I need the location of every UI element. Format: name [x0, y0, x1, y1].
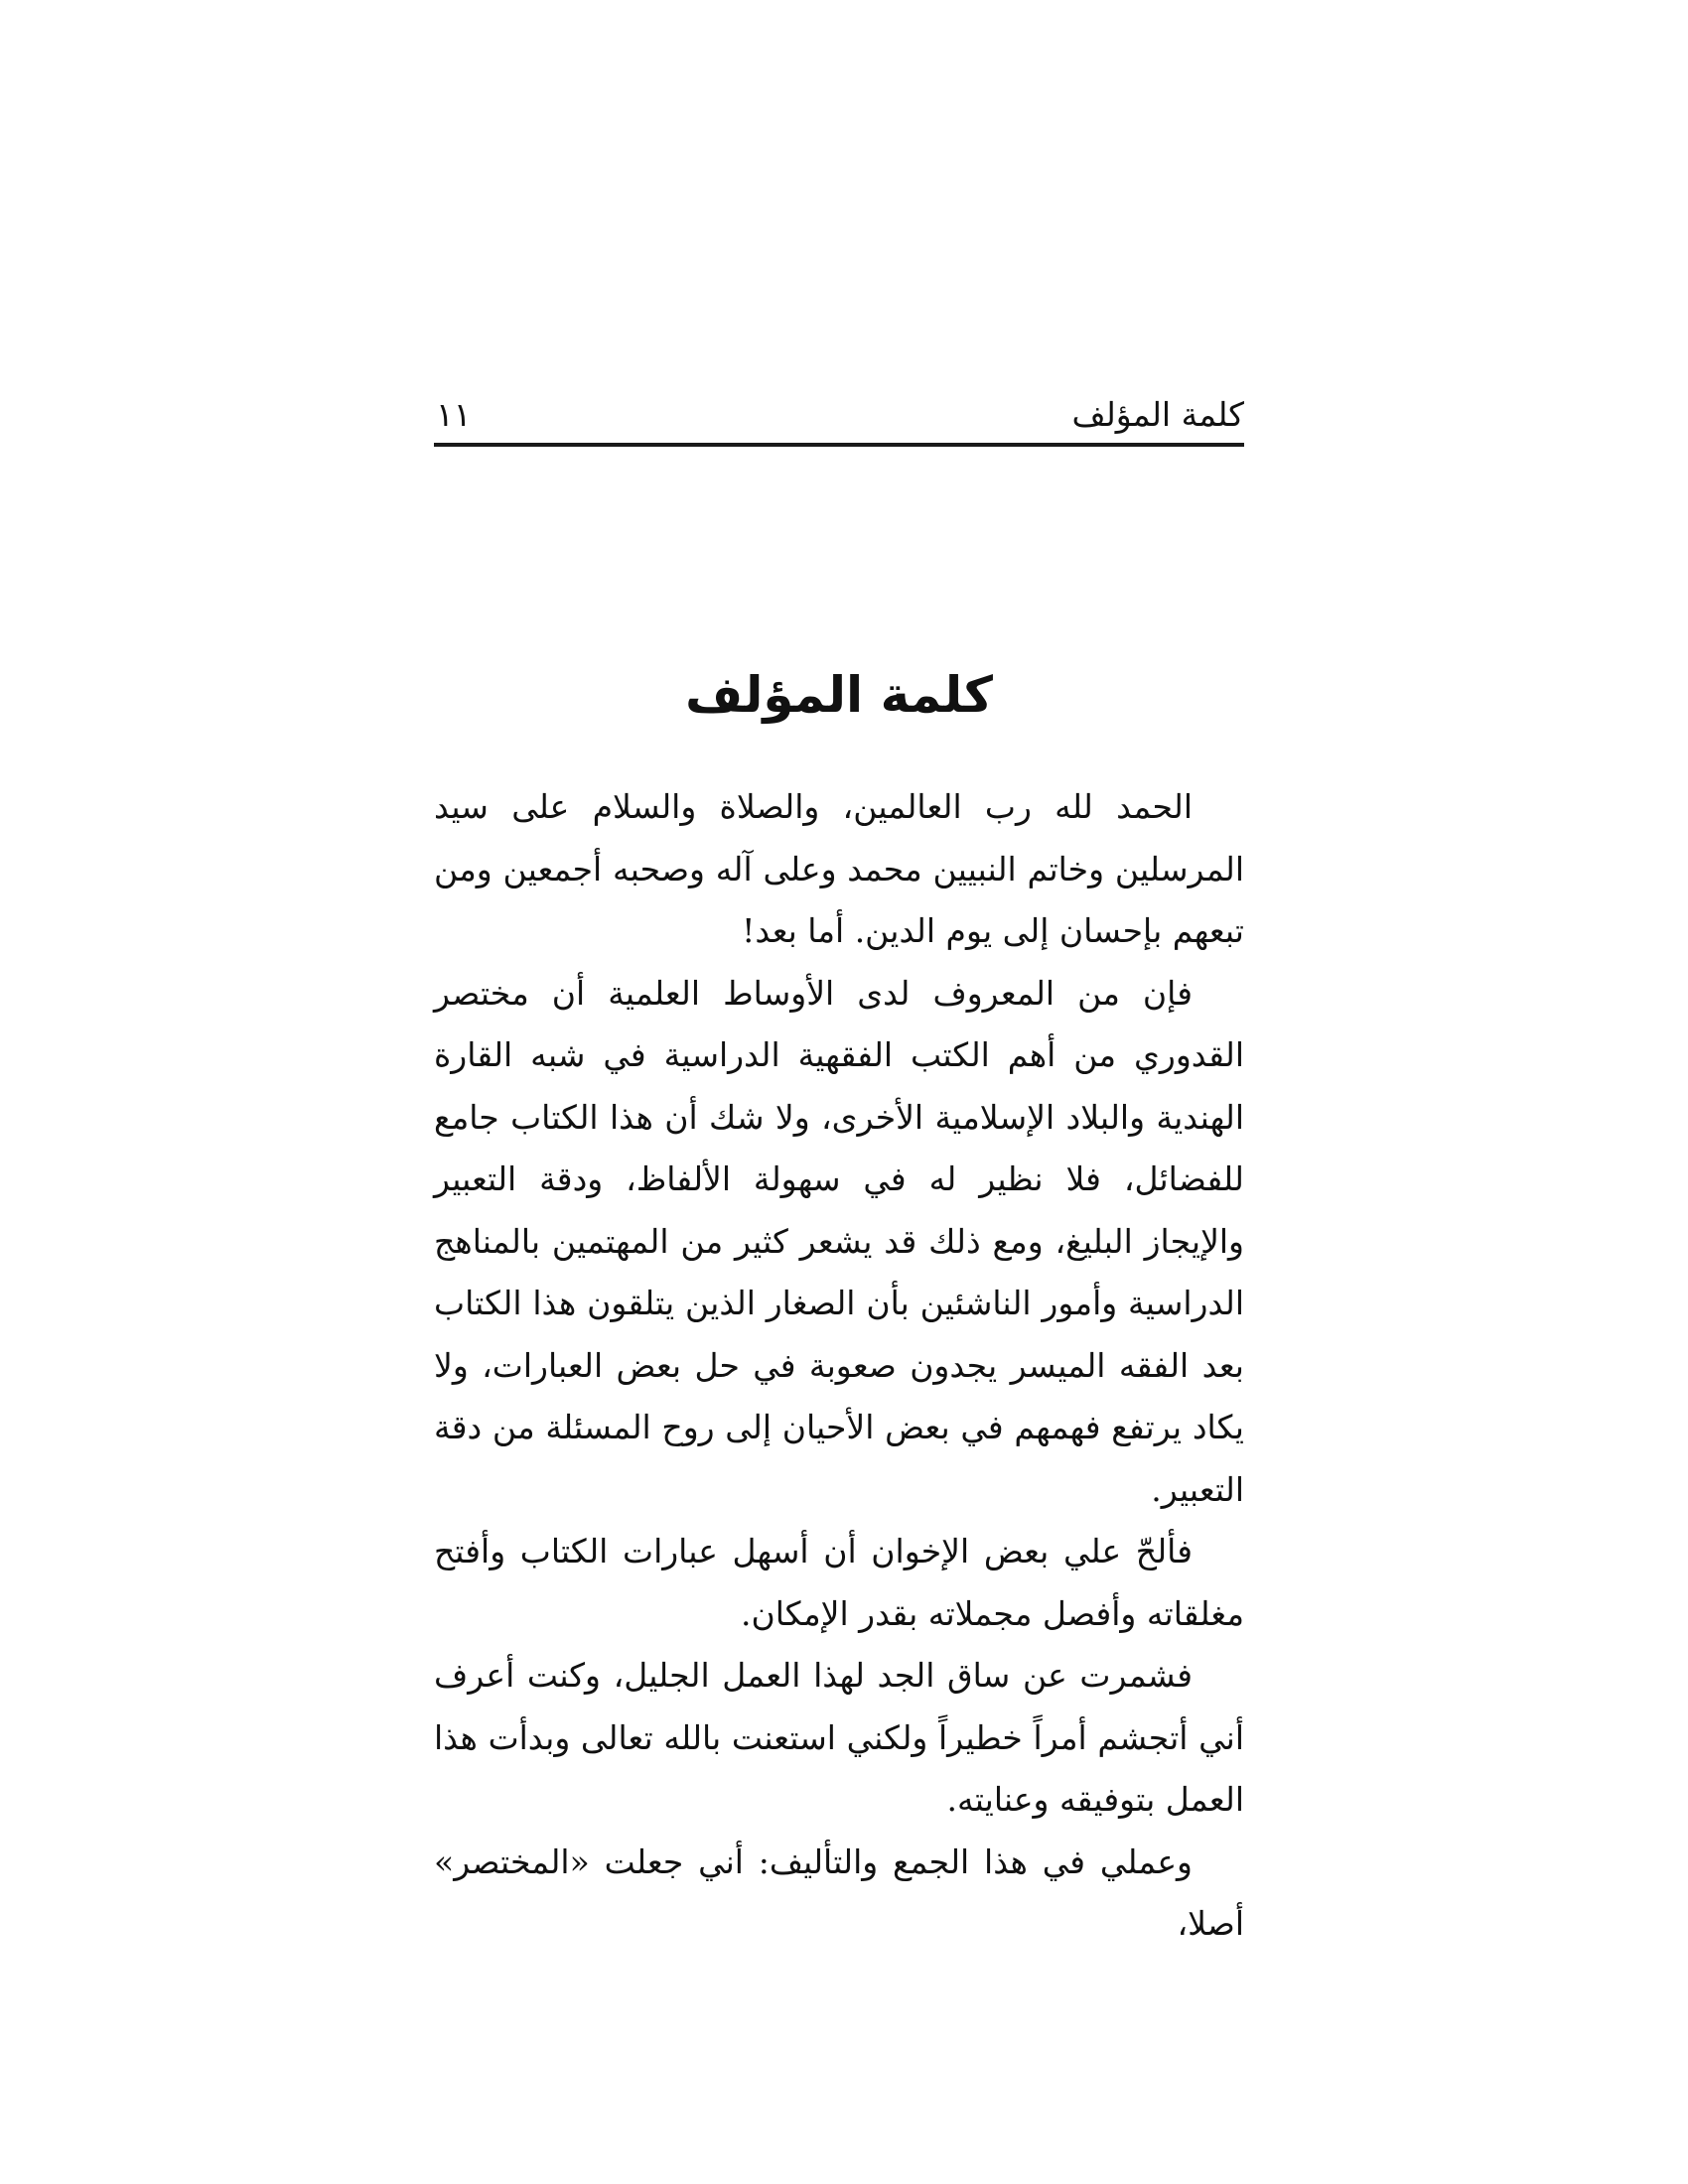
body-text — [434, 776, 1244, 1956]
page-number: ١١ — [436, 395, 472, 434]
running-header — [434, 387, 1244, 447]
paragraph: فألحّ علي بعض الإخوان أن أسهل عبارات الكتاب وأفتح مغلقاته وأفصل مجملاته بقدر الإمكان. — [434, 1532, 1244, 1633]
paragraph: فإن من المعروف لدى الأوساط العلمية أن مختصر القدوري من أهم الكتب الفقهية الدراسية في شبه القارة الهندية والبلاد الإسلامية الأخرى، ولا شك أن هذا الكتاب جامع للفضائل، فلا نظير له في سهولة الألفاظ، ودقة التعبير والإيجاز البليغ، ومع ذلك قد يشعر كثير من المهتمين بالمناهج الدراسية وأمور الناشئين بأن الصغار الذين يتلقون هذا الكتاب بعد الفقه الميسر يجدون صعوبة في حل بعض العبارات، ولا يكاد يرتفع فهمهم في بعض الأحيان إلى روح المسئلة من دقة التعبير. — [434, 973, 1244, 1509]
running-title: كلمة المؤلف — [1071, 395, 1244, 434]
chapter-title: كلمة المؤلف — [685, 666, 993, 724]
paragraph: فشمرت عن ساق الجد لهذا العمل الجليل، وكنت أعرف أني أتجشم أمراً خطيراً ولكني استعنت بالله تعالى وبدأت هذا العمل بتوفيقه وعنايته. — [434, 1656, 1244, 1819]
paragraph: وعملي في هذا الجمع والتأليف: أني جعلت «المختصر» أصلا، — [434, 1842, 1244, 1943]
paragraph: الحمد لله رب العالمين، والصلاة والسلام على سيد المرسلين وخاتم النبيين محمد وعلى آله وصحبه أجمعين ومن تبعهم بإحسان إلى يوم الدين. أما بعد! — [434, 787, 1244, 950]
